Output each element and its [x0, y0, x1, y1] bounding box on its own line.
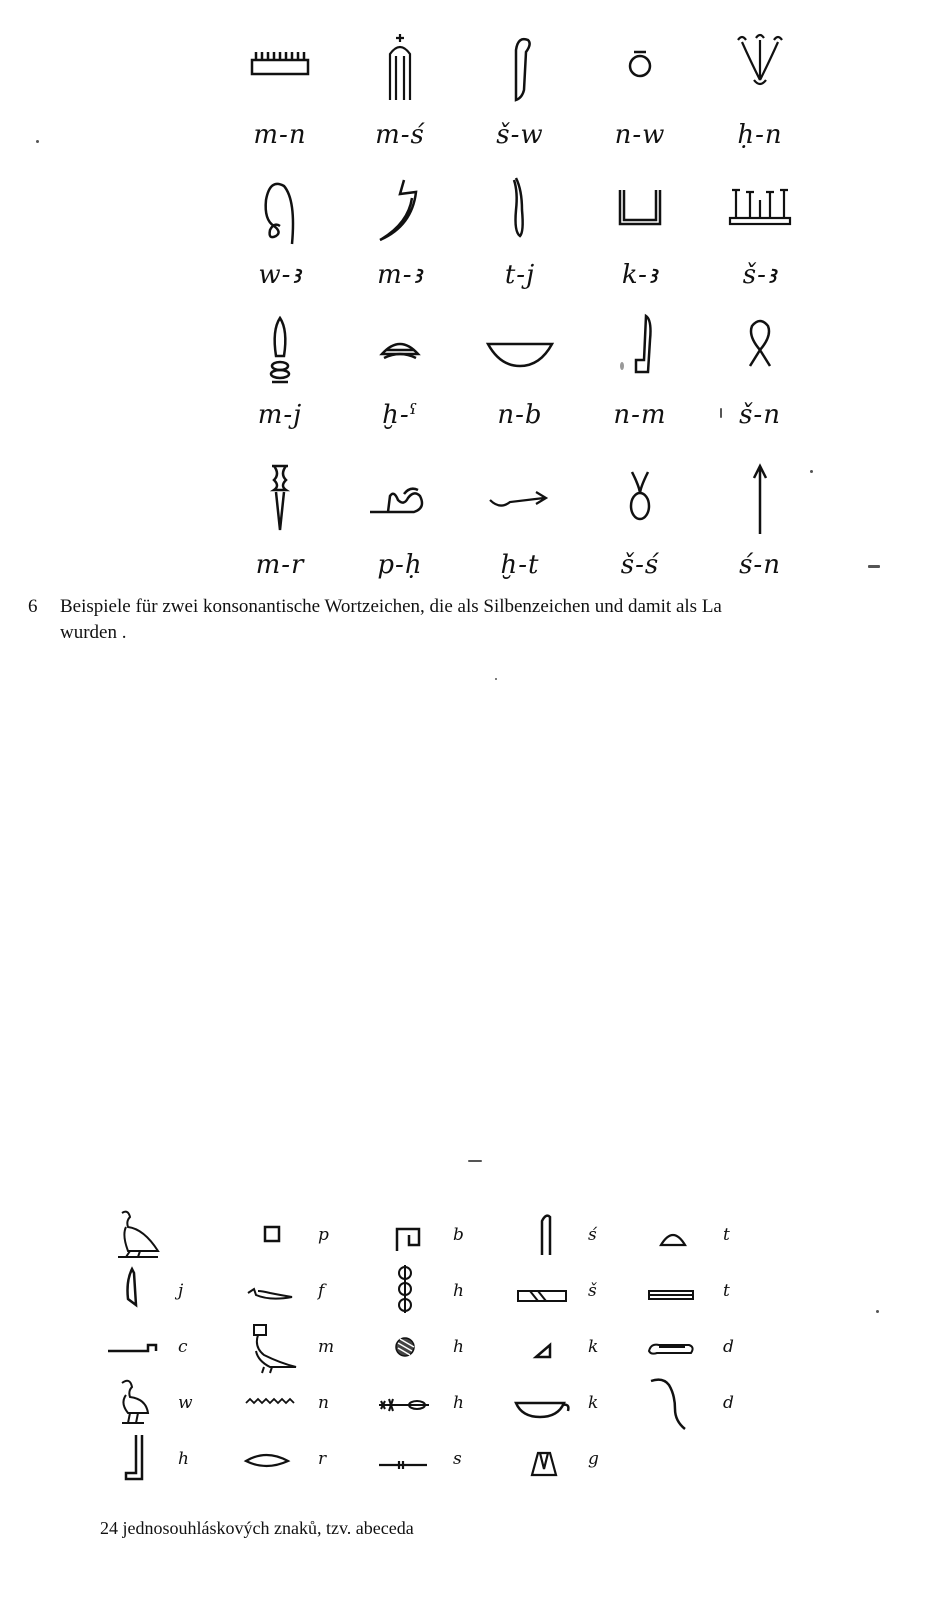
alphabet-cell	[240, 1261, 370, 1317]
alphabet-cell	[240, 1317, 370, 1373]
alphabet-cell	[375, 1373, 505, 1429]
alphabet-cell	[100, 1205, 230, 1261]
hand-icon	[645, 1317, 715, 1373]
alphabet-value: f	[318, 1281, 325, 1301]
door-bolt-icon	[375, 1429, 445, 1485]
leg-icon	[100, 1429, 170, 1485]
sign-cell	[705, 30, 815, 150]
sickle-icon	[360, 170, 440, 250]
reed-shelter-icon	[375, 1205, 445, 1261]
pot-icon	[600, 30, 680, 110]
cobra-icon	[645, 1373, 715, 1429]
reed-leaf-icon	[100, 1261, 170, 1317]
sign-cell	[465, 460, 575, 580]
alphabet-value: ś	[588, 1225, 597, 1245]
folded-cloth-icon	[510, 1205, 580, 1261]
sign-cell	[705, 170, 815, 290]
sign-cell	[225, 30, 335, 150]
triple-fox-skins-icon	[360, 30, 440, 110]
transliteration: n-b	[497, 400, 543, 430]
alphabet-value: b	[453, 1225, 464, 1245]
alphabet-cell	[240, 1429, 370, 1485]
table-row	[225, 30, 815, 170]
alphabet-cell	[100, 1373, 230, 1429]
feather-icon	[480, 30, 560, 110]
alphabet-value: p	[318, 1225, 329, 1245]
sign-cell	[345, 30, 455, 150]
transliteration: š-n	[739, 400, 781, 430]
alphabet-cell	[645, 1261, 775, 1317]
quail-chick-icon	[100, 1373, 170, 1429]
alphabet-value: h	[178, 1449, 189, 1469]
vulture-icon	[100, 1205, 170, 1261]
alphabet-value: š	[588, 1281, 597, 1301]
alphabet-cell	[375, 1205, 505, 1261]
alphabet-cell	[240, 1373, 370, 1429]
sign-cell	[585, 460, 695, 580]
stool-icon	[240, 1205, 310, 1261]
owl-icon	[240, 1317, 310, 1373]
transliteration: p-ḥ	[377, 550, 423, 580]
transliteration: š-ś	[620, 550, 660, 580]
caption-number: 6	[28, 596, 38, 617]
transliteration: ś-n	[739, 550, 781, 580]
horned-viper-icon	[240, 1261, 310, 1317]
alphabet-value: k	[588, 1337, 599, 1357]
alphabet-value: s	[453, 1449, 462, 1469]
transliteration: t-j	[504, 260, 536, 290]
figure-caption-top	[28, 594, 908, 646]
alphabet-cell	[375, 1317, 505, 1373]
alphabet-cell	[645, 1205, 775, 1261]
sign-cell	[345, 460, 455, 580]
tethering-rope-icon	[645, 1261, 715, 1317]
sign-cell	[465, 30, 575, 150]
transliteration: m-ś	[375, 120, 425, 150]
knife-block-icon	[600, 310, 680, 390]
alphabet-cell	[510, 1317, 640, 1373]
alphabet-cell	[510, 1205, 640, 1261]
scan-speck	[468, 1160, 482, 1162]
sign-cell	[345, 310, 455, 430]
arrow-icon	[720, 460, 800, 540]
scan-speck	[868, 565, 880, 568]
figure-caption-bottom: 24 jednosouhláskových znaků, tzv. abeceda	[100, 1518, 414, 1538]
placenta-icon	[375, 1317, 445, 1373]
alphabet-value: h	[453, 1337, 464, 1357]
bread-loaf-icon	[645, 1205, 715, 1261]
transliteration: š-w	[496, 120, 544, 150]
pestle-icon	[480, 170, 560, 250]
lasso-icon	[240, 170, 320, 250]
alphabet-cell	[510, 1429, 640, 1485]
raised-arms-icon	[600, 170, 680, 250]
scan-speck	[36, 140, 39, 143]
basket-icon	[480, 310, 560, 390]
transliteration: ḫ-ˁ	[382, 400, 418, 430]
transliteration: w-ꜣ	[258, 260, 302, 290]
alphabet-value: d	[723, 1337, 734, 1357]
sign-cell	[585, 170, 695, 290]
sign-cell	[225, 170, 335, 290]
alphabet-value: n	[318, 1393, 329, 1413]
alphabet-value: w	[178, 1393, 193, 1413]
transliteration: š-ꜣ	[742, 260, 778, 290]
transliteration: m-ꜣ	[377, 260, 423, 290]
branch-icon	[480, 460, 560, 540]
scan-speck	[495, 678, 497, 680]
alphabet-value: j	[178, 1281, 184, 1301]
mouth-icon	[240, 1429, 310, 1485]
alphabet-value: r	[318, 1449, 327, 1469]
biconsonantal-signs-table	[225, 30, 815, 600]
transliteration: k-ꜣ	[621, 260, 659, 290]
alphabet-cell	[100, 1317, 230, 1373]
transliteration: m-r	[255, 550, 305, 580]
sign-cell	[465, 170, 575, 290]
sign-cell	[225, 460, 335, 580]
lion-hindquarters-icon	[360, 460, 440, 540]
twisted-flax-icon	[375, 1261, 445, 1317]
alphabet-value: t	[723, 1281, 730, 1301]
sign-cell	[225, 310, 335, 430]
lotus-pool-icon	[720, 170, 800, 250]
basket-handle-icon	[510, 1373, 580, 1429]
transliteration: ḥ-n	[737, 120, 783, 150]
table-row	[225, 170, 815, 310]
alphabet-value: m	[318, 1337, 335, 1357]
alphabet-value: k	[588, 1393, 599, 1413]
scan-speck	[620, 362, 624, 370]
alphabet-value: c	[178, 1337, 188, 1357]
shen-ring-icon	[720, 310, 800, 390]
alphabet-cell	[645, 1373, 775, 1429]
sun-hill-icon	[360, 310, 440, 390]
alphabet-cell	[510, 1373, 640, 1429]
animal-belly-icon	[375, 1373, 445, 1429]
jar-stand-icon	[510, 1429, 580, 1485]
alphabet-value: h	[453, 1393, 464, 1413]
pool-icon	[510, 1261, 580, 1317]
transliteration: n-w	[614, 120, 666, 150]
sign-cell	[465, 310, 575, 430]
alphabet-value: t	[723, 1225, 730, 1245]
alphabet-cell	[100, 1261, 230, 1317]
alphabet-value: d	[723, 1393, 734, 1413]
alphabet-cell	[240, 1205, 370, 1261]
transliteration: n-m	[613, 400, 667, 430]
caption-line-2: wurden .	[60, 622, 127, 643]
water-ripple-icon	[240, 1373, 310, 1429]
alphabet-value: h	[453, 1281, 464, 1301]
milk-jug-icon	[240, 310, 320, 390]
alphabet-cell	[375, 1261, 505, 1317]
hill-slope-icon	[510, 1317, 580, 1373]
table-row	[225, 460, 815, 600]
alabaster-bowl-icon	[600, 460, 680, 540]
scan-speck	[876, 1310, 879, 1313]
sign-cell	[345, 170, 455, 290]
table-row	[225, 310, 815, 460]
sign-cell	[585, 30, 695, 150]
transliteration: ḫ-t	[500, 550, 540, 580]
caption-line-1: Beispiele für zwei konsonantische Wortzeichen, die als Silbenzeichen und damit als La	[60, 596, 722, 617]
sign-cell	[705, 460, 815, 580]
transliteration: m-j	[257, 400, 303, 430]
alphabet-cell	[645, 1317, 775, 1373]
papyrus-bundle-icon	[720, 30, 800, 110]
alphabet-cell	[375, 1429, 505, 1485]
sign-cell	[585, 310, 695, 430]
alphabet-value: g	[588, 1449, 599, 1469]
alphabet-cell	[100, 1429, 230, 1485]
forearm-icon	[100, 1317, 170, 1373]
transliteration: m-n	[253, 120, 307, 150]
scan-speck	[720, 408, 722, 418]
alphabet-cell	[510, 1261, 640, 1317]
hoe-icon	[240, 460, 320, 540]
scan-speck	[810, 470, 813, 473]
gaming-board-icon	[240, 30, 320, 110]
